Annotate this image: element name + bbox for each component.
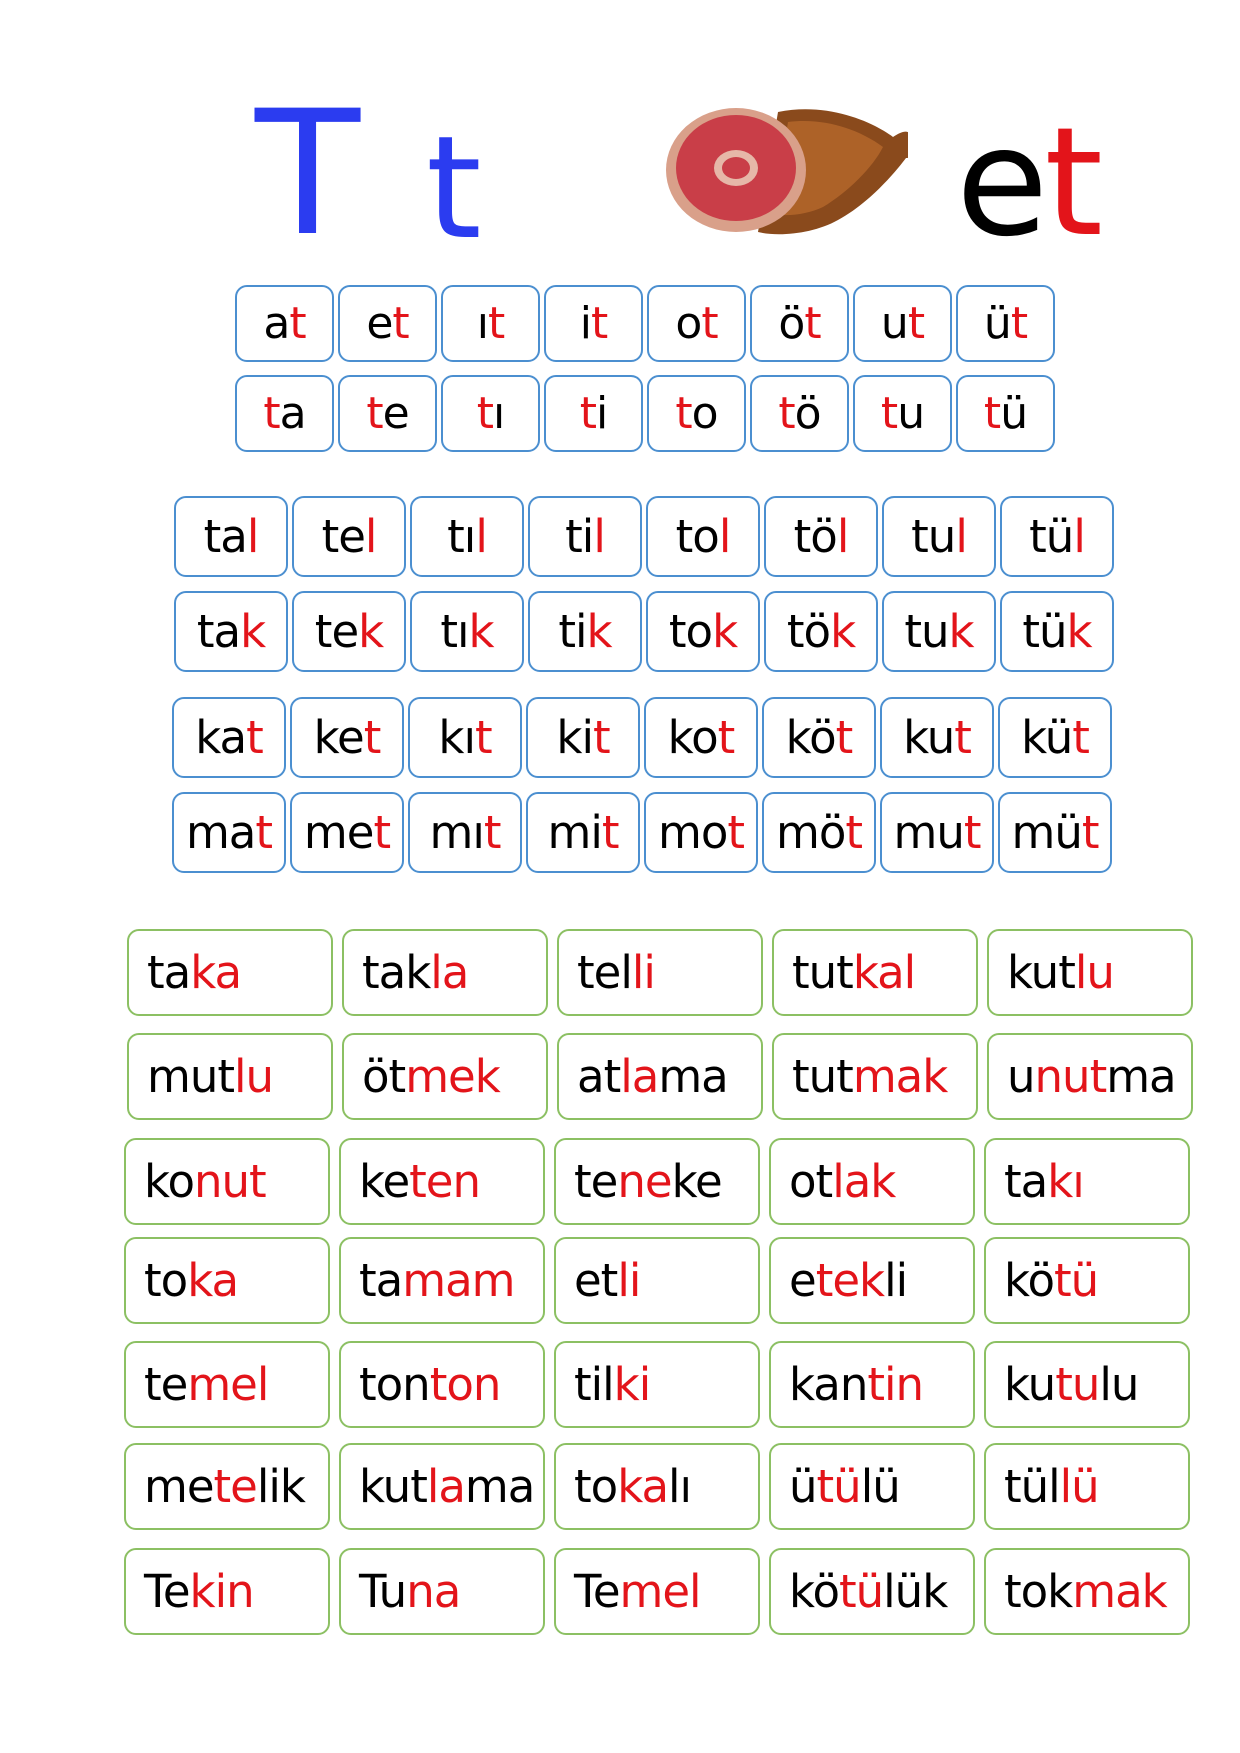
letter-group: ma [658, 1050, 728, 1103]
letter-group: lak [832, 1155, 896, 1208]
letter-group: t [717, 711, 735, 764]
word-card [124, 1341, 330, 1428]
letter-group: tut [792, 1050, 853, 1103]
letter-group: tü [816, 1460, 861, 1513]
letter-group: kö [1004, 1254, 1054, 1307]
letter-group: lu [1074, 946, 1114, 999]
syllable-card [410, 591, 524, 672]
syllable-card [644, 792, 758, 873]
letter-group: mo [657, 806, 728, 859]
lowercase-letter: t [426, 106, 482, 271]
letter-group: t [373, 806, 391, 859]
letter-group: ten [409, 1155, 481, 1208]
letter-group: ne [617, 1155, 672, 1208]
letter-group: la [430, 946, 469, 999]
uppercase-letter: T [255, 73, 361, 274]
letter-group: ta [203, 510, 247, 563]
letter-group: tı [440, 605, 469, 658]
letter-group: at [577, 1050, 621, 1103]
letter-group: la [620, 1050, 659, 1103]
letter-group: na [406, 1565, 461, 1618]
letter-group: to [668, 605, 713, 658]
letter-group: l [593, 510, 605, 563]
letter-group: mek [405, 1050, 500, 1103]
letter-group: t [255, 806, 273, 859]
card-row [172, 697, 1116, 778]
word-card [772, 929, 978, 1016]
syllable-card [290, 697, 404, 778]
word-card [984, 1443, 1190, 1530]
letter-group: te [321, 510, 365, 563]
letter-group: ma [1106, 1050, 1176, 1103]
letter-group: e [366, 298, 393, 349]
letter-group: t [590, 298, 608, 349]
syllable-card [174, 496, 288, 577]
letter-group: k [1066, 605, 1092, 658]
letter-group: lı [668, 1460, 692, 1513]
syllable-card [882, 496, 996, 577]
letter-group: ta [196, 605, 241, 658]
word-card [124, 1548, 330, 1635]
syllable-card [750, 285, 849, 362]
letter-group: kin [189, 1565, 254, 1618]
word-card [984, 1237, 1190, 1324]
letter-group: ta [147, 946, 191, 999]
letter-group: ku [903, 711, 955, 764]
syllable-card [338, 375, 437, 452]
letter-group: te [213, 1460, 257, 1513]
letter-group: ü [1000, 388, 1028, 439]
letter-group: e [789, 1254, 816, 1307]
letter-group: to [675, 510, 719, 563]
letter-group: a [263, 298, 290, 349]
syllable-card [441, 375, 540, 452]
letter-group: t [592, 711, 610, 764]
card-row [124, 1548, 1199, 1635]
letter-group: tü [839, 1565, 884, 1618]
syllable-card [292, 591, 406, 672]
letter-group: ko [667, 711, 718, 764]
letter-group: ku [1004, 1358, 1056, 1411]
letter-group: t [579, 388, 597, 439]
letter-group: lü [860, 1460, 900, 1513]
word-card [769, 1548, 975, 1635]
letter-group: k [240, 605, 266, 658]
letter-group: o [691, 388, 718, 439]
letter-group: tü [1029, 510, 1074, 563]
word-card [984, 1138, 1190, 1225]
card-row [127, 929, 1202, 1016]
word-card [554, 1341, 760, 1428]
letter-group: ma [185, 806, 256, 859]
letter-group: tak [362, 946, 431, 999]
letter-group: e [382, 388, 409, 439]
syllable-card [762, 697, 876, 778]
word-card [339, 1341, 545, 1428]
word-card [554, 1443, 760, 1530]
ham-icon [658, 92, 908, 242]
syllable-card [544, 285, 643, 362]
letter-group: t [701, 298, 718, 349]
letter-group: t [727, 806, 745, 859]
letter-group: ki [613, 1358, 651, 1411]
word-card [554, 1138, 760, 1225]
word-card [342, 929, 548, 1016]
letter-group: tö [793, 510, 837, 563]
letter-group: t [263, 388, 280, 439]
card-row [172, 792, 1116, 873]
syllable-card [174, 591, 288, 672]
word-card [769, 1443, 975, 1530]
syllable-card [172, 792, 286, 873]
letter-group: lü [1059, 1460, 1099, 1513]
word-card [987, 929, 1193, 1016]
word-card [769, 1138, 975, 1225]
letter-group: t [954, 711, 971, 764]
syllable-card [172, 697, 286, 778]
letter-group: ko [144, 1155, 194, 1208]
letter-group: t [476, 388, 494, 439]
word-card [342, 1033, 548, 1120]
letter-group: tel [577, 946, 632, 999]
word-card [124, 1237, 330, 1324]
letter-group: kü [1021, 711, 1073, 764]
letter-group: ke [359, 1155, 410, 1208]
letter-group: t [483, 806, 501, 859]
word-card [554, 1548, 760, 1635]
letter-group: ton [359, 1358, 430, 1411]
letter-group: tek [815, 1254, 885, 1307]
word-card [339, 1443, 545, 1530]
letter-group: to [144, 1254, 188, 1307]
word-card [987, 1033, 1193, 1120]
syllable-card [528, 496, 642, 577]
letter-group: ka [195, 711, 247, 764]
letter-group: l [836, 510, 849, 563]
letter-group: lu [1099, 1358, 1139, 1411]
letter-group: u [880, 298, 908, 349]
syllable-card [544, 375, 643, 452]
letter-group: ka [187, 1254, 239, 1307]
letter-group: t [601, 806, 619, 859]
letter-group: mü [1011, 806, 1082, 859]
letter-group: t [1081, 806, 1099, 859]
letter-group: k [586, 605, 612, 658]
letter-group: li [884, 1254, 908, 1307]
syllable-card [338, 285, 437, 362]
letter-group: tül [1004, 1460, 1060, 1513]
letter-group: kö [789, 1565, 839, 1618]
syllable-card [441, 285, 540, 362]
letter-group: me [144, 1460, 214, 1513]
card-row [235, 285, 1059, 362]
letter-group: til [574, 1358, 614, 1411]
letter-group: ti [558, 605, 587, 658]
letter-group: t [1044, 96, 1100, 270]
letter-group: kut [359, 1460, 427, 1513]
syllable-card [647, 375, 746, 452]
card-row [124, 1237, 1199, 1324]
word-card [127, 1033, 333, 1120]
letter-group: lik [256, 1460, 305, 1513]
letter-group: tok [1004, 1565, 1073, 1618]
letter-group: ö [794, 388, 821, 439]
card-row [124, 1138, 1199, 1225]
word-card [769, 1237, 975, 1324]
card-row [174, 496, 1118, 577]
letter-group: t [835, 711, 853, 764]
syllable-card [644, 697, 758, 778]
letter-group: me [303, 806, 374, 859]
letter-group: tü [1022, 605, 1067, 658]
letter-group: ü [983, 298, 1011, 349]
letter-group: t [392, 298, 409, 349]
letter-group: ton [429, 1358, 501, 1411]
letter-group: mı [429, 806, 484, 859]
letter-group: t [778, 388, 795, 439]
syllable-card [292, 496, 406, 577]
letter-group: l [1073, 510, 1085, 563]
syllable-card [1000, 496, 1114, 577]
letter-group: ti [565, 510, 594, 563]
letter-group: tı [447, 510, 476, 563]
letter-group: t [1072, 711, 1089, 764]
syllable-card [408, 792, 522, 873]
word-card [557, 1033, 763, 1120]
letter-group: ı [493, 388, 505, 439]
letter-group: o [675, 298, 702, 349]
syllable-card [880, 697, 994, 778]
letter-group: tu [904, 605, 949, 658]
letter-group: t [1010, 298, 1028, 349]
letter-group: mel [187, 1358, 269, 1411]
letter-group: ki [556, 711, 593, 764]
letter-group: t [963, 806, 981, 859]
word-card [124, 1443, 330, 1530]
letter-group: et [574, 1254, 618, 1307]
letter-group: l [364, 510, 377, 563]
letter-group: t [845, 806, 863, 859]
letter-group: t [880, 388, 898, 439]
syllable-card [956, 285, 1055, 362]
picture-word [956, 96, 1100, 270]
letter-group: ta [1004, 1155, 1048, 1208]
letter-group: t [487, 298, 505, 349]
word-card [339, 1237, 545, 1324]
letter-group: tü [1054, 1254, 1099, 1307]
letter-group: mi [547, 806, 602, 859]
letter-group: li [617, 1254, 641, 1307]
letter-group: te [574, 1155, 618, 1208]
word-card [339, 1138, 545, 1225]
syllable-card [526, 697, 640, 778]
syllable-card [235, 285, 334, 362]
letter-group: e [956, 96, 1045, 270]
syllable-card [853, 285, 952, 362]
letter-group: ü [789, 1460, 817, 1513]
letter-group: ka [190, 946, 242, 999]
syllable-card [882, 591, 996, 672]
letter-group: kut [1007, 946, 1075, 999]
letter-group: mak [852, 1050, 948, 1103]
word-card [124, 1138, 330, 1225]
letter-group: t [474, 711, 492, 764]
letter-group: tu [1055, 1358, 1100, 1411]
letter-group: k [948, 605, 974, 658]
letter-group: tin [867, 1358, 924, 1411]
letter-group: lük [883, 1565, 948, 1618]
letter-group: k [468, 605, 494, 658]
letter-group: tö [786, 605, 831, 658]
letter-group: tu [911, 510, 956, 563]
word-card [984, 1548, 1190, 1635]
letter-group: mam [402, 1254, 515, 1307]
letter-group: ı [476, 298, 488, 349]
letter-group: u [1007, 1050, 1035, 1103]
letter-group: l [718, 510, 731, 563]
letter-group: kö [785, 711, 836, 764]
syllable-card [853, 375, 952, 452]
letter-group: kı [1047, 1155, 1084, 1208]
letter-group: t [246, 711, 263, 764]
letter-group: l [475, 510, 487, 563]
word-card [127, 929, 333, 1016]
syllable-card [998, 792, 1112, 873]
syllable-card [290, 792, 404, 873]
card-row [127, 1033, 1202, 1120]
card-row [174, 591, 1118, 672]
letter-group: la [426, 1460, 465, 1513]
letter-group: i [579, 298, 591, 349]
word-card [557, 929, 763, 1016]
syllable-card [528, 591, 642, 672]
letter-group: kan [789, 1358, 868, 1411]
word-card [339, 1548, 545, 1635]
syllable-card [647, 285, 746, 362]
letter-group: mak [1072, 1565, 1167, 1618]
letter-group: t [983, 388, 1001, 439]
letter-group: mu [893, 806, 964, 859]
card-row [124, 1341, 1199, 1428]
letter-group: ke [671, 1155, 722, 1208]
letter-group: u [897, 388, 925, 439]
syllable-card [764, 591, 878, 672]
letter-group: lu [234, 1050, 274, 1103]
letter-group: t [907, 298, 925, 349]
syllable-card [750, 375, 849, 452]
letter-group: Te [574, 1565, 620, 1618]
syllable-card [410, 496, 524, 577]
letter-group: kal [852, 946, 916, 999]
letter-group: ke [313, 711, 364, 764]
letter-group: to [574, 1460, 618, 1513]
letter-group: mel [619, 1565, 701, 1618]
letter-group: te [144, 1358, 188, 1411]
letter-group: mö [775, 806, 846, 859]
word-card [769, 1341, 975, 1428]
letter-group: k [830, 605, 856, 658]
syllable-card [408, 697, 522, 778]
syllable-card [646, 591, 760, 672]
card-row [124, 1443, 1199, 1530]
letter-group: l [955, 510, 967, 563]
letter-group: t [289, 298, 306, 349]
letter-group: li [631, 946, 655, 999]
letter-group: l [246, 510, 259, 563]
header [0, 0, 1240, 274]
word-card [772, 1033, 978, 1120]
syllable-card [956, 375, 1055, 452]
letter-group: ot [789, 1155, 833, 1208]
syllable-card [646, 496, 760, 577]
letter-group: nut [1034, 1050, 1107, 1103]
card-row [235, 375, 1059, 452]
letter-group: i [596, 388, 608, 439]
letter-group: öt [362, 1050, 406, 1103]
letter-group: t [804, 298, 821, 349]
letter-group: te [314, 605, 359, 658]
letter-group: mut [147, 1050, 234, 1103]
letter-group: t [675, 388, 692, 439]
letter-group: Tu [359, 1565, 407, 1618]
letter-group: t [363, 711, 381, 764]
syllable-card [526, 792, 640, 873]
syllable-card [1000, 591, 1114, 672]
syllable-card [762, 792, 876, 873]
syllable-card [998, 697, 1112, 778]
letter-group: ta [359, 1254, 403, 1307]
letter-group: tut [792, 946, 853, 999]
letter-group: ka [617, 1460, 669, 1513]
letter-group: t [366, 388, 383, 439]
letter-group: k [712, 605, 738, 658]
syllable-card [880, 792, 994, 873]
letter-group: a [279, 388, 306, 439]
syllable-card [235, 375, 334, 452]
letter-group: ma [464, 1460, 535, 1513]
letter-group: kı [438, 711, 475, 764]
word-card [984, 1341, 1190, 1428]
word-card [554, 1237, 760, 1324]
letter-group: Te [144, 1565, 190, 1618]
letter-group: nut [194, 1155, 266, 1208]
letter-group: k [358, 605, 384, 658]
letter-group: ö [778, 298, 805, 349]
syllable-card [764, 496, 878, 577]
